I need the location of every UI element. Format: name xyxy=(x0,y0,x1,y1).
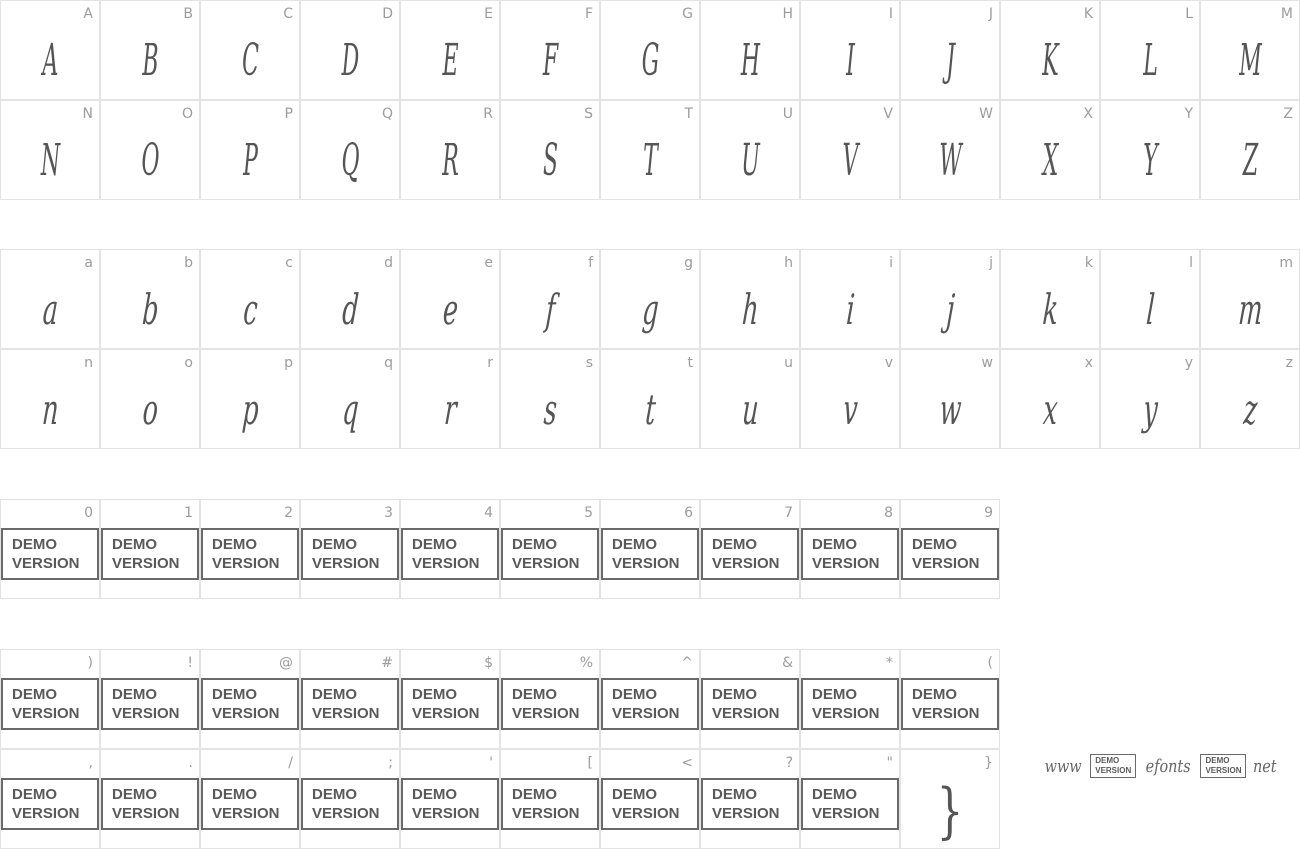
glyph-cell-lower xyxy=(600,249,700,349)
glyph-cell-lower xyxy=(1200,349,1300,449)
glyph-preview: v xyxy=(841,384,859,434)
demo-version-badge: DEMO VERSION xyxy=(701,678,799,730)
glyph-cell-symbol xyxy=(600,649,700,749)
cell-label: 8 xyxy=(884,505,893,521)
cell-label: J xyxy=(988,6,993,22)
watermark-middle: efonts xyxy=(1145,755,1191,777)
cell-label: L xyxy=(1185,6,1193,22)
glyph-cell-symbol xyxy=(500,649,600,749)
cell-label: 0 xyxy=(84,505,93,521)
cell-label: i xyxy=(889,255,893,271)
glyph-cell-upper xyxy=(400,100,500,200)
cell-label: X xyxy=(1083,106,1093,122)
glyph-cell-upper xyxy=(200,100,300,200)
glyph-cell-lower xyxy=(800,249,900,349)
glyph-preview: J xyxy=(946,34,954,86)
demo-version-badge: DEMO VERSION xyxy=(601,778,699,830)
glyph-preview: p xyxy=(240,384,260,434)
demo-version-badge: DEMO VERSION xyxy=(701,778,799,830)
glyph-cell-digit xyxy=(400,499,500,599)
cell-label: z xyxy=(1285,355,1293,371)
cell-label: k xyxy=(1084,255,1093,271)
cell-label: f xyxy=(588,255,593,271)
glyph-cell-symbol xyxy=(0,649,100,749)
glyph-preview: s xyxy=(542,384,558,434)
glyph-cell-symbol xyxy=(300,749,400,849)
demo-version-badge: DEMO VERSION xyxy=(1,528,99,580)
glyph-preview: G xyxy=(641,34,659,86)
cell-label: n xyxy=(84,355,93,371)
glyph-preview: N xyxy=(40,134,60,186)
cell-label: o xyxy=(184,355,193,371)
cell-label: p xyxy=(284,355,293,371)
glyph-preview: E xyxy=(442,34,458,86)
glyph-cell-digit xyxy=(900,499,1000,599)
glyph-preview: D xyxy=(341,34,359,86)
glyph-preview: t xyxy=(643,384,657,434)
demo-version-badge: DEMO VERSION xyxy=(501,528,599,580)
cell-label: U xyxy=(782,106,793,122)
glyph-cell-digit xyxy=(800,499,900,599)
cell-label: T xyxy=(684,106,693,122)
glyph-cell-digit xyxy=(700,499,800,599)
glyph-cell-digit xyxy=(100,499,200,599)
glyph-cell-upper xyxy=(900,0,1000,100)
glyph-cell-lower xyxy=(700,349,800,449)
cell-label: b xyxy=(184,255,193,271)
glyph-cell-lower xyxy=(300,349,400,449)
cell-label: W xyxy=(979,106,993,122)
glyph-preview: I xyxy=(846,34,854,86)
demo-version-badge: DEMO VERSION xyxy=(601,528,699,580)
demo-version-badge: DEMO VERSION xyxy=(401,528,499,580)
demo-version-badge: DEMO VERSION xyxy=(301,678,399,730)
cell-label: 2 xyxy=(284,505,293,521)
glyph-preview: u xyxy=(740,384,760,434)
glyph-cell-upper xyxy=(200,0,300,100)
glyph-cell-symbol xyxy=(500,749,600,849)
glyph-preview: M xyxy=(1239,34,1261,86)
glyph-cell-upper xyxy=(500,0,600,100)
cell-label: 9 xyxy=(984,505,993,521)
watermark-prefix: www xyxy=(1044,755,1082,777)
cell-label: h xyxy=(784,255,793,271)
demo-version-badge: DEMO VERSION xyxy=(501,778,599,830)
demo-version-badge: DEMO VERSION xyxy=(401,678,499,730)
cell-label: O xyxy=(181,106,193,122)
cell-label: m xyxy=(1279,255,1293,271)
watermark-suffix: net xyxy=(1253,755,1278,777)
cell-label: s xyxy=(585,355,593,371)
cell-label: } xyxy=(984,755,993,771)
cell-label: F xyxy=(584,6,593,22)
glyph-cell-lower xyxy=(300,249,400,349)
glyph-cell-upper xyxy=(0,0,100,100)
demo-version-badge: DEMO VERSION xyxy=(301,528,399,580)
glyph-preview: q xyxy=(340,384,360,434)
glyph-cell-lower xyxy=(1000,349,1100,449)
glyph-cell-upper xyxy=(400,0,500,100)
cell-label: C xyxy=(283,6,293,22)
glyph-cell-symbol xyxy=(100,749,200,849)
glyph-cell-symbol xyxy=(0,749,100,849)
cell-label: E xyxy=(484,6,493,22)
glyph-preview: } xyxy=(936,776,964,846)
watermark-demo-badge: DEMO VERSION xyxy=(1200,754,1246,778)
watermark xyxy=(1040,752,1280,780)
glyph-cell-lower xyxy=(900,249,1000,349)
glyph-cell-lower xyxy=(400,349,500,449)
glyph-preview: x xyxy=(1041,384,1059,434)
glyph-cell-lower xyxy=(500,249,600,349)
glyph-cell-digit xyxy=(500,499,600,599)
glyph-preview: j xyxy=(945,284,955,334)
glyph-preview: r xyxy=(443,384,457,434)
cell-label: N xyxy=(82,106,93,122)
glyph-preview: K xyxy=(1042,34,1058,86)
cell-label: H xyxy=(782,6,793,22)
cell-label: Y xyxy=(1184,106,1193,122)
cell-label: < xyxy=(681,755,693,771)
demo-version-badge: DEMO VERSION xyxy=(1,678,99,730)
cell-label: w xyxy=(981,355,993,371)
glyph-preview: R xyxy=(442,134,458,186)
glyph-cell-symbol xyxy=(800,749,900,849)
glyph-cell-upper xyxy=(0,100,100,200)
glyph-preview: C xyxy=(242,34,258,86)
cell-label: & xyxy=(782,655,793,671)
cell-label: ' xyxy=(489,755,493,771)
demo-version-badge: DEMO VERSION xyxy=(401,778,499,830)
cell-label: 1 xyxy=(184,505,193,521)
demo-version-badge: DEMO VERSION xyxy=(901,528,999,580)
cell-label: e xyxy=(484,255,493,271)
glyph-preview: X xyxy=(1042,134,1058,186)
glyph-cell-upper xyxy=(1200,100,1300,200)
glyph-preview: L xyxy=(1143,34,1157,86)
cell-label: c xyxy=(285,255,293,271)
glyph-cell-upper xyxy=(1200,0,1300,100)
glyph-preview: H xyxy=(740,34,760,86)
demo-version-badge: DEMO VERSION xyxy=(201,528,299,580)
glyph-cell-upper xyxy=(300,100,400,200)
glyph-cell-upper xyxy=(300,0,400,100)
demo-version-badge: DEMO VERSION xyxy=(901,678,999,730)
cell-label: u xyxy=(784,355,793,371)
cell-label: * xyxy=(886,655,893,671)
cell-label: . xyxy=(188,755,193,771)
cell-label: @ xyxy=(279,655,293,671)
cell-label: a xyxy=(84,255,93,271)
cell-label: 6 xyxy=(684,505,693,521)
demo-version-badge: DEMO VERSION xyxy=(501,678,599,730)
demo-version-badge: DEMO VERSION xyxy=(301,778,399,830)
glyph-cell-symbol xyxy=(600,749,700,849)
glyph-cell-lower xyxy=(900,349,1000,449)
cell-label: 4 xyxy=(484,505,493,521)
cell-label: S xyxy=(584,106,593,122)
cell-label: [ xyxy=(587,755,593,771)
glyph-cell-lower xyxy=(0,349,100,449)
cell-label: P xyxy=(284,106,293,122)
glyph-cell-upper xyxy=(500,100,600,200)
glyph-cell-digit xyxy=(600,499,700,599)
glyph-preview: T xyxy=(643,134,657,186)
demo-version-badge: DEMO VERSION xyxy=(801,778,899,830)
glyph-cell-symbol xyxy=(200,649,300,749)
glyph-cell-symbol xyxy=(900,649,1000,749)
glyph-preview: B xyxy=(142,34,158,86)
glyph-cell-lower xyxy=(0,249,100,349)
glyph-preview: A xyxy=(42,34,58,86)
demo-version-badge: DEMO VERSION xyxy=(101,528,199,580)
cell-label: I xyxy=(888,6,893,22)
glyph-cell-upper xyxy=(1100,100,1200,200)
glyph-cell-upper xyxy=(600,0,700,100)
glyph-cell-lower xyxy=(600,349,700,449)
cell-label: ; xyxy=(388,755,393,771)
glyph-cell-upper xyxy=(800,100,900,200)
cell-label: x xyxy=(1084,355,1093,371)
glyph-preview: m xyxy=(1237,284,1263,334)
cell-label: y xyxy=(1184,355,1193,371)
demo-version-badge: DEMO VERSION xyxy=(201,678,299,730)
cell-label: B xyxy=(183,6,193,22)
glyph-cell-symbol xyxy=(400,749,500,849)
glyph-cell-lower xyxy=(1100,249,1200,349)
glyph-cell-lower xyxy=(200,349,300,449)
demo-version-badge: DEMO VERSION xyxy=(601,678,699,730)
glyph-preview: g xyxy=(640,284,660,334)
cell-label: V xyxy=(883,106,893,122)
glyph-cell-upper xyxy=(100,100,200,200)
glyph-preview: Y xyxy=(1143,134,1157,186)
demo-version-badge: DEMO VERSION xyxy=(701,528,799,580)
cell-label: l xyxy=(1189,255,1193,271)
glyph-preview: c xyxy=(241,284,259,334)
glyph-cell-symbol xyxy=(700,749,800,849)
glyph-cell-upper xyxy=(100,0,200,100)
cell-label: % xyxy=(579,655,593,671)
cell-label: Z xyxy=(1283,106,1293,122)
demo-version-badge: DEMO VERSION xyxy=(101,778,199,830)
glyph-cell-upper xyxy=(1000,100,1100,200)
cell-label: ) xyxy=(87,655,93,671)
glyph-cell-lower xyxy=(1200,249,1300,349)
glyph-preview: o xyxy=(141,384,159,434)
glyph-cell-lower xyxy=(100,249,200,349)
glyph-cell-symbol xyxy=(800,649,900,749)
glyph-cell-symbol xyxy=(200,749,300,849)
glyph-preview: a xyxy=(41,284,59,334)
glyph-cell-lower xyxy=(1000,249,1100,349)
cell-label: M xyxy=(1280,6,1293,22)
cell-label: Q xyxy=(381,106,393,122)
glyph-preview: e xyxy=(441,284,459,334)
glyph-cell-digit xyxy=(300,499,400,599)
glyph-preview: S xyxy=(542,134,558,186)
glyph-preview: y xyxy=(1141,384,1159,434)
glyph-cell-lower xyxy=(1100,349,1200,449)
glyph-cell-upper xyxy=(1000,0,1100,100)
cell-label: 5 xyxy=(584,505,593,521)
glyph-preview: O xyxy=(141,134,159,186)
glyph-preview: P xyxy=(243,134,257,186)
cell-label: , xyxy=(88,755,93,771)
glyph-cell-symbol xyxy=(100,649,200,749)
cell-label: # xyxy=(381,655,393,671)
cell-label: d xyxy=(384,255,393,271)
glyph-preview: h xyxy=(740,284,760,334)
glyph-preview: U xyxy=(741,134,759,186)
glyph-preview: W xyxy=(939,134,961,186)
glyph-preview: f xyxy=(544,284,556,334)
glyph-cell-lower xyxy=(500,349,600,449)
watermark-demo-badge: DEMO VERSION xyxy=(1090,754,1136,778)
glyph-cell-upper xyxy=(1100,0,1200,100)
cell-label: 7 xyxy=(784,505,793,521)
cell-label: 3 xyxy=(384,505,393,521)
glyph-preview: z xyxy=(1242,384,1258,434)
cell-label: $ xyxy=(484,655,493,671)
demo-version-badge: DEMO VERSION xyxy=(201,778,299,830)
glyph-preview: d xyxy=(340,284,360,334)
glyph-cell-digit xyxy=(200,499,300,599)
cell-label: ( xyxy=(987,655,993,671)
cell-label: ? xyxy=(785,755,793,771)
glyph-cell-lower xyxy=(400,249,500,349)
cell-label: v xyxy=(884,355,893,371)
cell-label: K xyxy=(1083,6,1093,22)
glyph-cell-upper xyxy=(800,0,900,100)
demo-version-badge: DEMO VERSION xyxy=(801,528,899,580)
glyph-cell-upper xyxy=(700,100,800,200)
demo-version-badge: DEMO VERSION xyxy=(801,678,899,730)
cell-label: D xyxy=(382,6,393,22)
glyph-cell-lower xyxy=(700,249,800,349)
glyph-preview: Q xyxy=(341,134,359,186)
glyph-cell-symbol xyxy=(300,649,400,749)
cell-label: t xyxy=(687,355,693,371)
cell-label: / xyxy=(288,755,293,771)
glyph-preview: V xyxy=(842,134,858,186)
cell-label: ! xyxy=(187,655,193,671)
cell-label: g xyxy=(684,255,693,271)
glyph-cell-symbol xyxy=(400,649,500,749)
glyph-preview: Z xyxy=(1242,134,1258,186)
cell-label: G xyxy=(682,6,693,22)
cell-label: A xyxy=(83,6,93,22)
cell-label: q xyxy=(384,355,393,371)
glyph-preview: k xyxy=(1041,284,1059,334)
cell-label: " xyxy=(886,755,893,771)
glyph-cell-upper xyxy=(700,0,800,100)
glyph-cell-digit xyxy=(0,499,100,599)
cell-label: R xyxy=(483,106,493,122)
glyph-cell-upper xyxy=(600,100,700,200)
demo-version-badge: DEMO VERSION xyxy=(1,778,99,830)
glyph-preview: n xyxy=(40,384,60,434)
glyph-cell-lower xyxy=(100,349,200,449)
glyph-preview: l xyxy=(1145,284,1155,334)
glyph-preview: F xyxy=(542,34,558,86)
cell-label: ^ xyxy=(681,655,693,671)
glyph-cell-lower xyxy=(800,349,900,449)
glyph-cell-symbol xyxy=(900,749,1000,849)
glyph-cell-lower xyxy=(200,249,300,349)
glyph-cell-upper xyxy=(900,100,1000,200)
glyph-cell-symbol xyxy=(700,649,800,749)
cell-label: j xyxy=(989,255,993,271)
glyph-preview: b xyxy=(140,284,160,334)
cell-label: r xyxy=(487,355,493,371)
glyph-preview: i xyxy=(845,284,855,334)
demo-version-badge: DEMO VERSION xyxy=(101,678,199,730)
glyph-preview: w xyxy=(938,384,962,434)
